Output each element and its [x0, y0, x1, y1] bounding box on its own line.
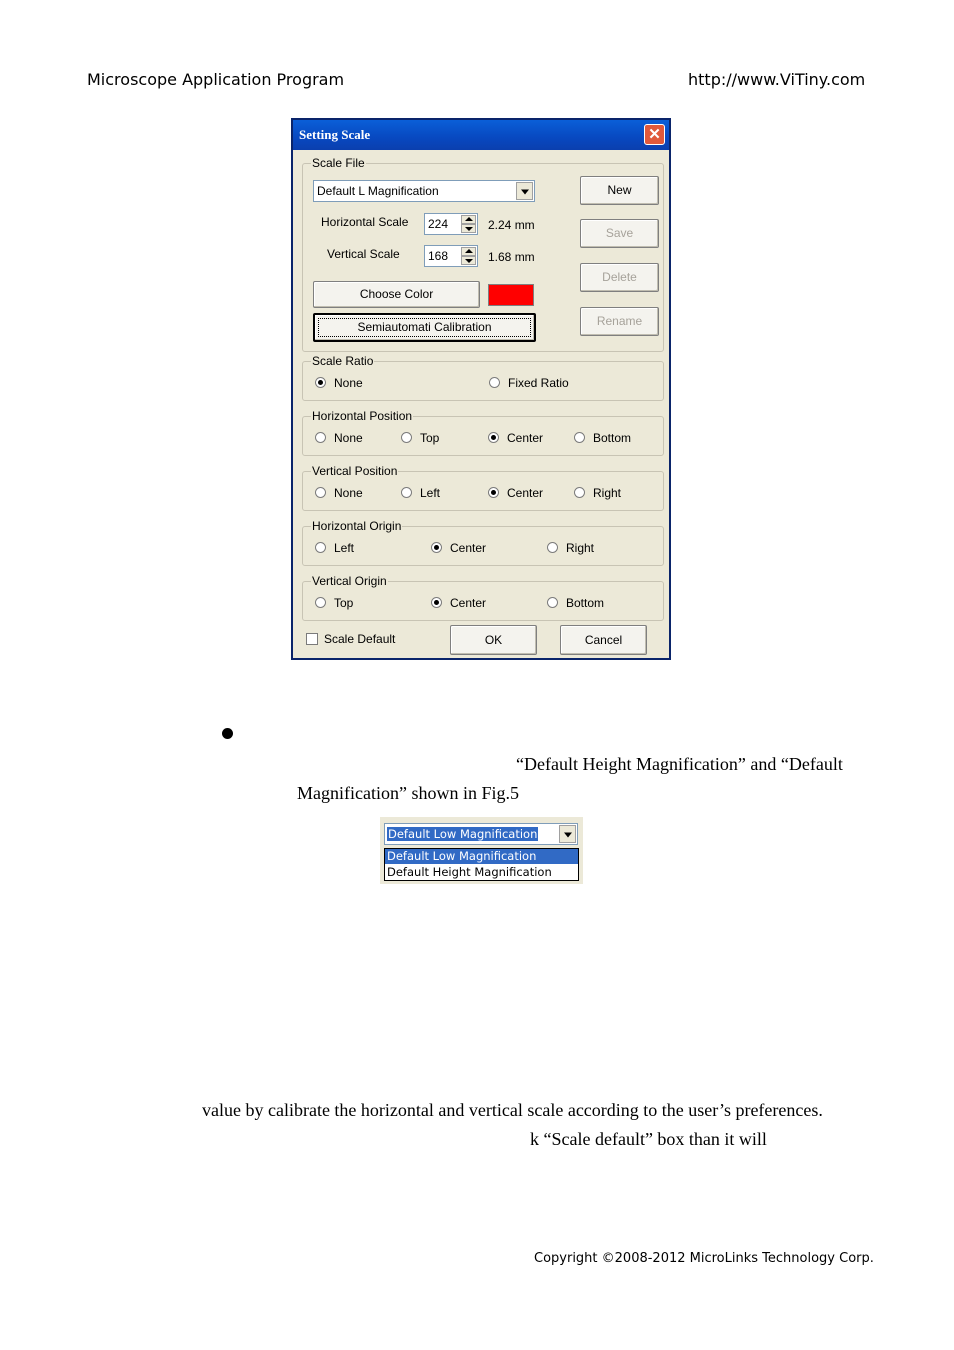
radio-label: Center: [450, 541, 487, 555]
arrow-up-icon: [465, 217, 473, 221]
radio-right[interactable]: [547, 542, 558, 553]
arrow-up-icon: [465, 249, 473, 253]
radio-label: Bottom: [593, 431, 632, 445]
radio-label: Right: [593, 486, 622, 500]
chevron-down-icon: [521, 190, 529, 195]
copyright: Copyright ©2008-2012 MicroLinks Technology Corp.: [534, 1251, 874, 1266]
horizontal-scale-value: 224: [428, 217, 449, 231]
list-item-low[interactable]: Default Low Magnification: [385, 849, 578, 864]
spin-down-button[interactable]: [461, 256, 476, 265]
radio-top[interactable]: [401, 432, 412, 443]
vertical-scale-value: 168: [428, 249, 449, 263]
choose-color-button[interactable]: Choose Color: [313, 281, 480, 308]
dropdown-list: [384, 848, 579, 881]
radio-label: Bottom: [566, 596, 605, 610]
spin-up-button[interactable]: [461, 215, 476, 224]
radio-fixed-ratio[interactable]: [489, 377, 500, 388]
header-left: Microscope Application Program: [87, 70, 345, 89]
header-right: http://www.ViTiny.com: [688, 70, 866, 89]
ok-button[interactable]: OK: [450, 625, 537, 655]
radio-top[interactable]: [315, 597, 326, 608]
radio-left[interactable]: [315, 542, 326, 553]
dropdown-button[interactable]: [559, 825, 576, 843]
vertical-origin-label: Vertical Origin: [312, 574, 387, 588]
radio-label: None: [334, 431, 363, 445]
radio-label: Center: [450, 596, 487, 610]
horizontal-scale-input[interactable]: [424, 213, 478, 235]
selected-value: Default Low Magnification: [388, 827, 538, 841]
horizontal-origin-label: Horizontal Origin: [312, 519, 402, 533]
body-line-3: value by calibrate the horizontal and vertical scale according to the user’s preferences.: [202, 1100, 823, 1120]
vertical-mm: 1.68 mm: [488, 250, 535, 264]
scale-default-label: Scale Default: [324, 632, 396, 646]
scale-ratio-label: Scale Ratio: [312, 354, 374, 368]
radio-label: Fixed Ratio: [508, 376, 569, 390]
radio-label: Top: [334, 596, 354, 610]
save-button[interactable]: Save: [580, 219, 659, 248]
radio-center[interactable]: [488, 487, 499, 498]
scale-color-swatch: [488, 284, 534, 306]
horizontal-position-label: Horizontal Position: [312, 409, 413, 423]
radio-none[interactable]: [315, 432, 326, 443]
calibration-label: Semiautomati Calibration: [357, 320, 492, 334]
list-item-height[interactable]: Default Height Magnification: [387, 865, 552, 879]
radio-bottom[interactable]: [574, 432, 585, 443]
scale-file-value: Default L Magnification: [317, 184, 439, 198]
magnification-select[interactable]: [384, 823, 578, 845]
rename-button[interactable]: Rename: [580, 307, 659, 336]
title-bar[interactable]: [293, 120, 669, 150]
radio-center[interactable]: [488, 432, 499, 443]
scale-default-checkbox[interactable]: [306, 633, 318, 645]
arrow-down-icon: [465, 259, 473, 263]
radio-label: Left: [420, 486, 441, 500]
radio-none[interactable]: [315, 377, 326, 388]
dialog-title: Setting Scale: [299, 127, 371, 142]
radio-center[interactable]: [431, 597, 442, 608]
radio-right[interactable]: [574, 487, 585, 498]
radio-label: None: [334, 486, 363, 500]
vertical-scale-label: Vertical Scale: [327, 247, 400, 261]
spin-down-button[interactable]: [461, 224, 476, 233]
radio-center[interactable]: [431, 542, 442, 553]
radio-none[interactable]: [315, 487, 326, 498]
radio-label: Center: [507, 431, 544, 445]
radio-label: Right: [566, 541, 595, 555]
radio-label: None: [334, 376, 363, 390]
body-line-4: k “Scale default” box than it will: [530, 1129, 767, 1149]
radio-label: Center: [507, 486, 544, 500]
chevron-down-icon: [564, 833, 572, 838]
delete-button[interactable]: Delete: [580, 263, 659, 292]
vertical-position-label: Vertical Position: [312, 464, 398, 478]
scale-file-label: Scale File: [312, 156, 365, 170]
bullet-icon: [222, 728, 233, 739]
new-button[interactable]: New: [580, 176, 659, 205]
spin-up-button[interactable]: [461, 247, 476, 256]
vertical-scale-input[interactable]: [424, 245, 478, 267]
radio-label: Left: [334, 541, 355, 555]
body-line-2: Magnification” shown in Fig.5: [297, 783, 519, 803]
horizontal-scale-label: Horizontal Scale: [321, 215, 409, 229]
dropdown-button[interactable]: [516, 182, 533, 200]
arrow-down-icon: [465, 227, 473, 231]
semiautomatic-calibration-button[interactable]: [313, 313, 536, 342]
scale-file-select[interactable]: [313, 180, 535, 202]
radio-left[interactable]: [401, 487, 412, 498]
radio-bottom[interactable]: [547, 597, 558, 608]
radio-label: Top: [420, 431, 440, 445]
setting-scale-dialog: [291, 118, 671, 660]
horizontal-mm: 2.24 mm: [488, 218, 535, 232]
close-icon[interactable]: ✕: [644, 124, 665, 145]
body-line-1: “Default Height Magnification” and “Default: [516, 754, 843, 774]
cancel-button[interactable]: Cancel: [560, 625, 647, 655]
